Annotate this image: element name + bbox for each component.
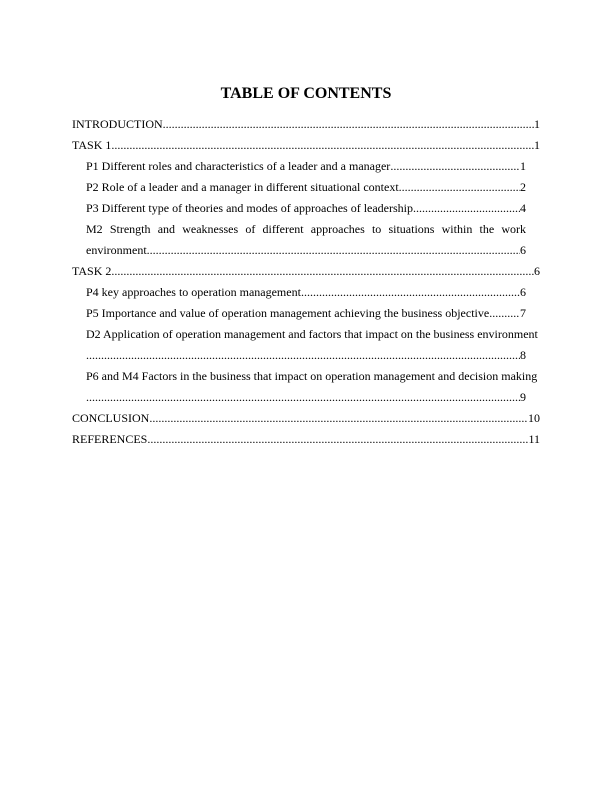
toc-entry-page: 6 bbox=[520, 282, 526, 303]
toc-entry-text: P3 Different type of theories and modes of approaches of leadership bbox=[86, 198, 413, 219]
toc-entry-page: 6 bbox=[520, 240, 526, 261]
toc-entry-m2[interactable] bbox=[86, 219, 526, 261]
toc-leader-dots bbox=[86, 345, 520, 366]
toc-entry-p2[interactable] bbox=[86, 177, 526, 198]
toc-entry-page: 4 bbox=[520, 198, 526, 219]
table-of-contents bbox=[72, 114, 540, 450]
toc-leader-dots bbox=[111, 261, 534, 282]
toc-entry-text-line1: P6 and M4 Factors in the business that impact on operation management and decision making bbox=[86, 369, 538, 383]
toc-entry-text: TASK 2 bbox=[72, 261, 111, 282]
toc-entry-line2 bbox=[86, 387, 526, 408]
toc-entry-text: P2 Role of a leader and a manager in different situational context bbox=[86, 177, 399, 198]
toc-leader-dots bbox=[413, 198, 520, 219]
toc-entry-page: 10 bbox=[528, 408, 540, 429]
toc-entry-text: REFERENCES bbox=[72, 429, 147, 450]
toc-entry-p1[interactable] bbox=[86, 156, 526, 177]
toc-entry-p6-m4[interactable] bbox=[86, 366, 540, 408]
toc-entry-page: 1 bbox=[534, 114, 540, 135]
toc-entry-text-line2: environment bbox=[86, 240, 147, 261]
toc-leader-dots bbox=[399, 177, 520, 198]
toc-entry-page: 8 bbox=[520, 345, 526, 366]
toc-leader-dots bbox=[163, 114, 534, 135]
toc-leader-dots bbox=[86, 387, 520, 408]
toc-entry-page: 1 bbox=[534, 135, 540, 156]
toc-leader-dots bbox=[147, 240, 520, 261]
toc-entry-text: INTRODUCTION bbox=[72, 114, 163, 135]
toc-entry-text: P5 Importance and value of operation management achieving the business objective bbox=[86, 303, 489, 324]
toc-entry-p4[interactable] bbox=[86, 282, 526, 303]
toc-entry-line2 bbox=[86, 240, 526, 261]
toc-entry-p5[interactable] bbox=[86, 303, 526, 324]
toc-entry-page: 2 bbox=[520, 177, 526, 198]
toc-entry-conclusion[interactable] bbox=[72, 408, 540, 429]
toc-entry-page: 7 bbox=[520, 303, 526, 324]
toc-leader-dots bbox=[390, 156, 520, 177]
toc-entry-page: 9 bbox=[520, 387, 526, 408]
toc-entry-text-line1: M2 Strength and weaknesses of different approaches to situations within the work bbox=[86, 222, 526, 236]
toc-entry-text: P4 key approaches to operation management bbox=[86, 282, 301, 303]
toc-leader-dots bbox=[111, 135, 534, 156]
toc-leader-dots bbox=[489, 303, 520, 324]
toc-entry-page: 6 bbox=[534, 261, 540, 282]
toc-entry-task-1[interactable] bbox=[72, 135, 540, 156]
toc-entry-text-line1: D2 Application of operation management and factors that impact on the business environment bbox=[86, 327, 538, 341]
toc-leader-dots bbox=[301, 282, 520, 303]
toc-entry-text: CONCLUSION bbox=[72, 408, 149, 429]
toc-entry-page: 1 bbox=[520, 156, 526, 177]
toc-entry-references[interactable] bbox=[72, 429, 540, 450]
toc-leader-dots bbox=[147, 429, 528, 450]
toc-leader-dots bbox=[149, 408, 528, 429]
toc-entry-text: P1 Different roles and characteristics of a leader and a manager bbox=[86, 156, 390, 177]
toc-entry-page: 11 bbox=[528, 429, 540, 450]
toc-entry-task-2[interactable] bbox=[72, 261, 540, 282]
toc-entry-introduction[interactable] bbox=[72, 114, 540, 135]
toc-entry-p3[interactable] bbox=[86, 198, 526, 219]
toc-entry-text: TASK 1 bbox=[72, 135, 111, 156]
toc-entry-line2 bbox=[86, 345, 526, 366]
page-title: TABLE OF CONTENTS bbox=[220, 85, 392, 102]
toc-entry-d2[interactable] bbox=[86, 324, 540, 366]
